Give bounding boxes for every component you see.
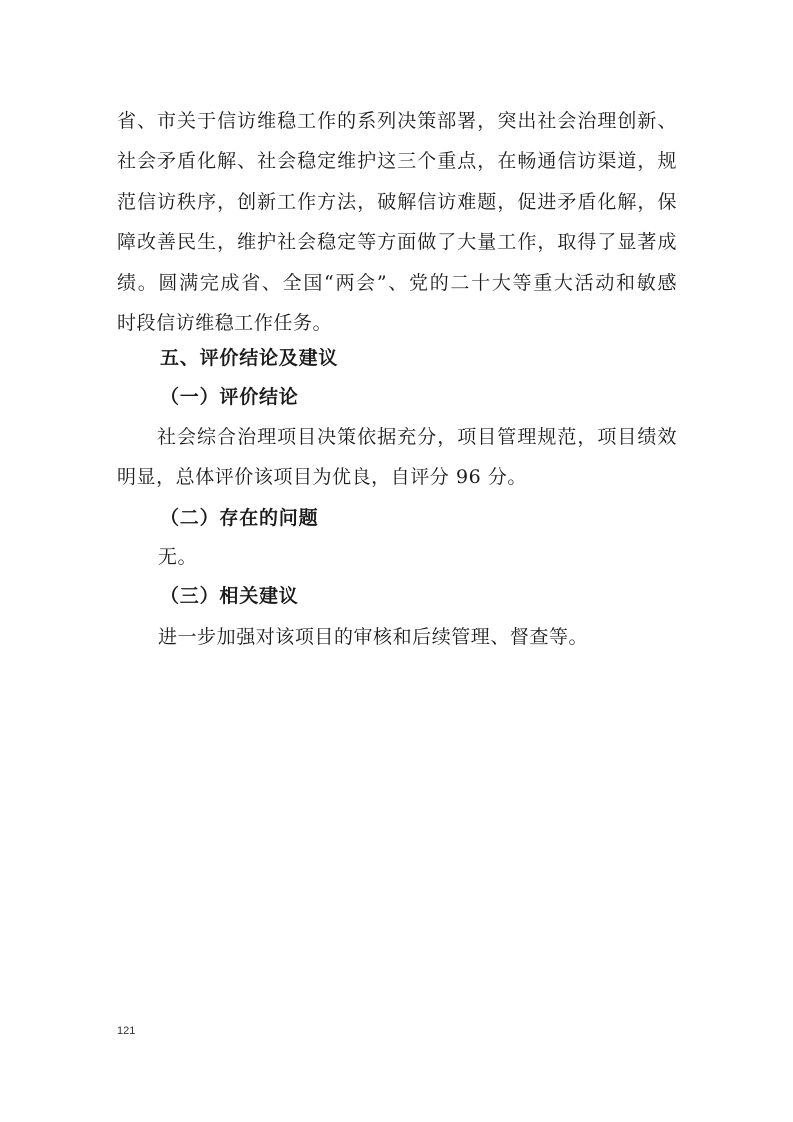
paragraph-line: 绩。圆满完成省、全国“两会”、党的二十大等重大活动和敏感 [117, 271, 677, 294]
section-heading: 五、评价结论及建议 [160, 347, 339, 369]
paragraph-line: 无。 [158, 546, 198, 568]
paragraph-line: 障改善民生，维护社会稳定等方面做了大量工作，取得了显著成 [117, 231, 677, 254]
paragraph-line: 明显，总体评价该项目为优良，自评分 96 分。 [117, 466, 527, 489]
page-number: 121 [117, 1025, 136, 1037]
intro-paragraph [117, 101, 677, 343]
subsection-heading-conclusion: （一）评价结论 [160, 386, 299, 408]
paragraph-line: 时段信访维稳工作任务。 [117, 312, 333, 335]
issues-paragraph [158, 537, 677, 577]
paragraph-line: 社会综合治理项目决策依据充分，项目管理规范，项目绩效 [157, 426, 677, 448]
paragraph-line: 省、市关于信访维稳工作的系列决策部署，突出社会治理创新、 [117, 110, 677, 132]
subsection-heading-issues: （二）存在的问题 [160, 507, 319, 529]
paragraph-line: 进一步加强对该项目的审核和后续管理、督查等。 [158, 626, 589, 648]
paragraph-line: 社会矛盾化解、社会稳定维护这三个重点，在畅通信访渠道，规 [117, 150, 677, 173]
paragraph-line: 范信访秩序，创新工作方法，破解信访难题，促进矛盾化解，保 [117, 190, 677, 213]
suggestions-paragraph [158, 617, 677, 657]
subsection-heading-suggestions: （三）相关建议 [160, 585, 299, 607]
conclusion-paragraph [117, 417, 677, 498]
